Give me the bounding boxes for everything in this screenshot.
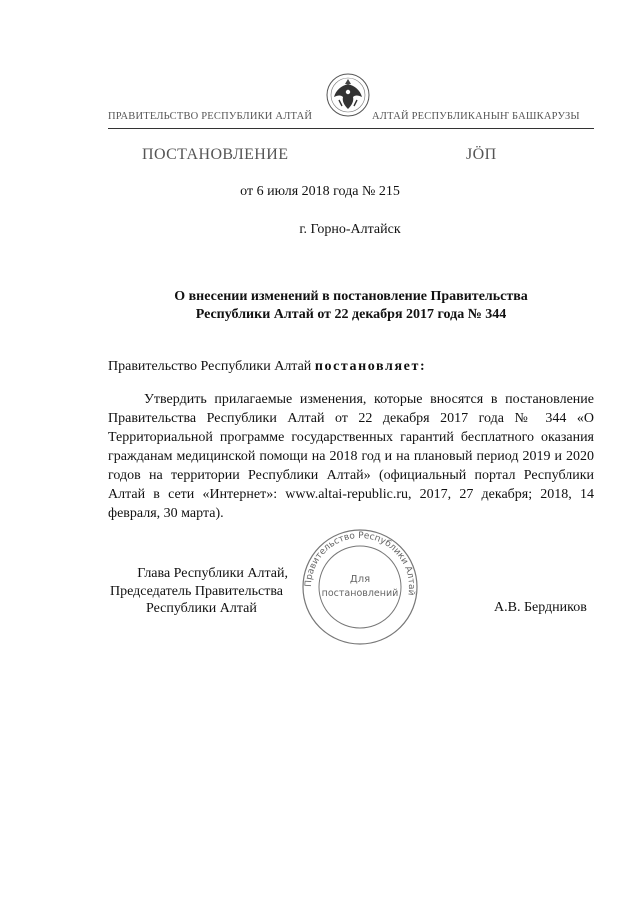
resolution-subject: Правительство Республики Алтай: [108, 359, 315, 374]
seal-inner-text-2: постановлений: [321, 588, 399, 599]
seal-outer-text: Правительство Республики Алтай: [303, 530, 417, 596]
signatory-line-2: Председатель Правительства: [110, 583, 283, 599]
official-seal: [300, 527, 420, 647]
document-body: Утвердить прилагаемые изменения, которые вносятся в постановление Правительства Республики Алтай от 22 декабря 2017 года № 344 «О Территориальной программе государственных гарантий бесплатного оказания гражданам медицинской помощи на 2018 год и на плановый период 2019 и 2020 годов на территории Республики Алтай» (официальный портал Республики Алтай в сети «Интернет»: www.altai-republic.ru, 2017, 27 декабря; 2018, 14 февраля, 30 марта).: [108, 392, 594, 521]
signatory-line-1: Глава Республики Алтай,: [137, 566, 288, 581]
signatory-position: [108, 565, 288, 618]
document-type-altai: ЈӦП: [466, 146, 497, 163]
header-divider: [108, 128, 594, 129]
document-type: ПОСТАНОВЛЕНИЕ: [142, 146, 289, 163]
resolution-line: [108, 359, 426, 375]
document-city: г. Горно-Алтайск: [299, 222, 401, 237]
resolution-verb: постановляет:: [314, 359, 427, 374]
signatory-line-3: Республики Алтай: [146, 601, 257, 616]
title-line-1: О внесении изменений в постановление Правительства: [174, 289, 528, 304]
header-right-title: АЛТАЙ РЕСПУБЛИКАНЫҤ БАШКАРУЗЫ: [372, 111, 580, 122]
signatory-name: А.В. Бердников: [494, 600, 587, 615]
document-title: [108, 288, 594, 324]
seal-inner-text-1: Для: [349, 574, 371, 585]
title-line-2: Республики Алтай от 22 декабря 2017 года № 344: [195, 307, 507, 322]
document-date: от 6 июля 2018 года № 215: [240, 184, 400, 199]
header-left-title: ПРАВИТЕЛЬСТВО РЕСПУБЛИКИ АЛТАЙ: [108, 111, 313, 122]
coat-of-arms-icon: [325, 70, 371, 118]
